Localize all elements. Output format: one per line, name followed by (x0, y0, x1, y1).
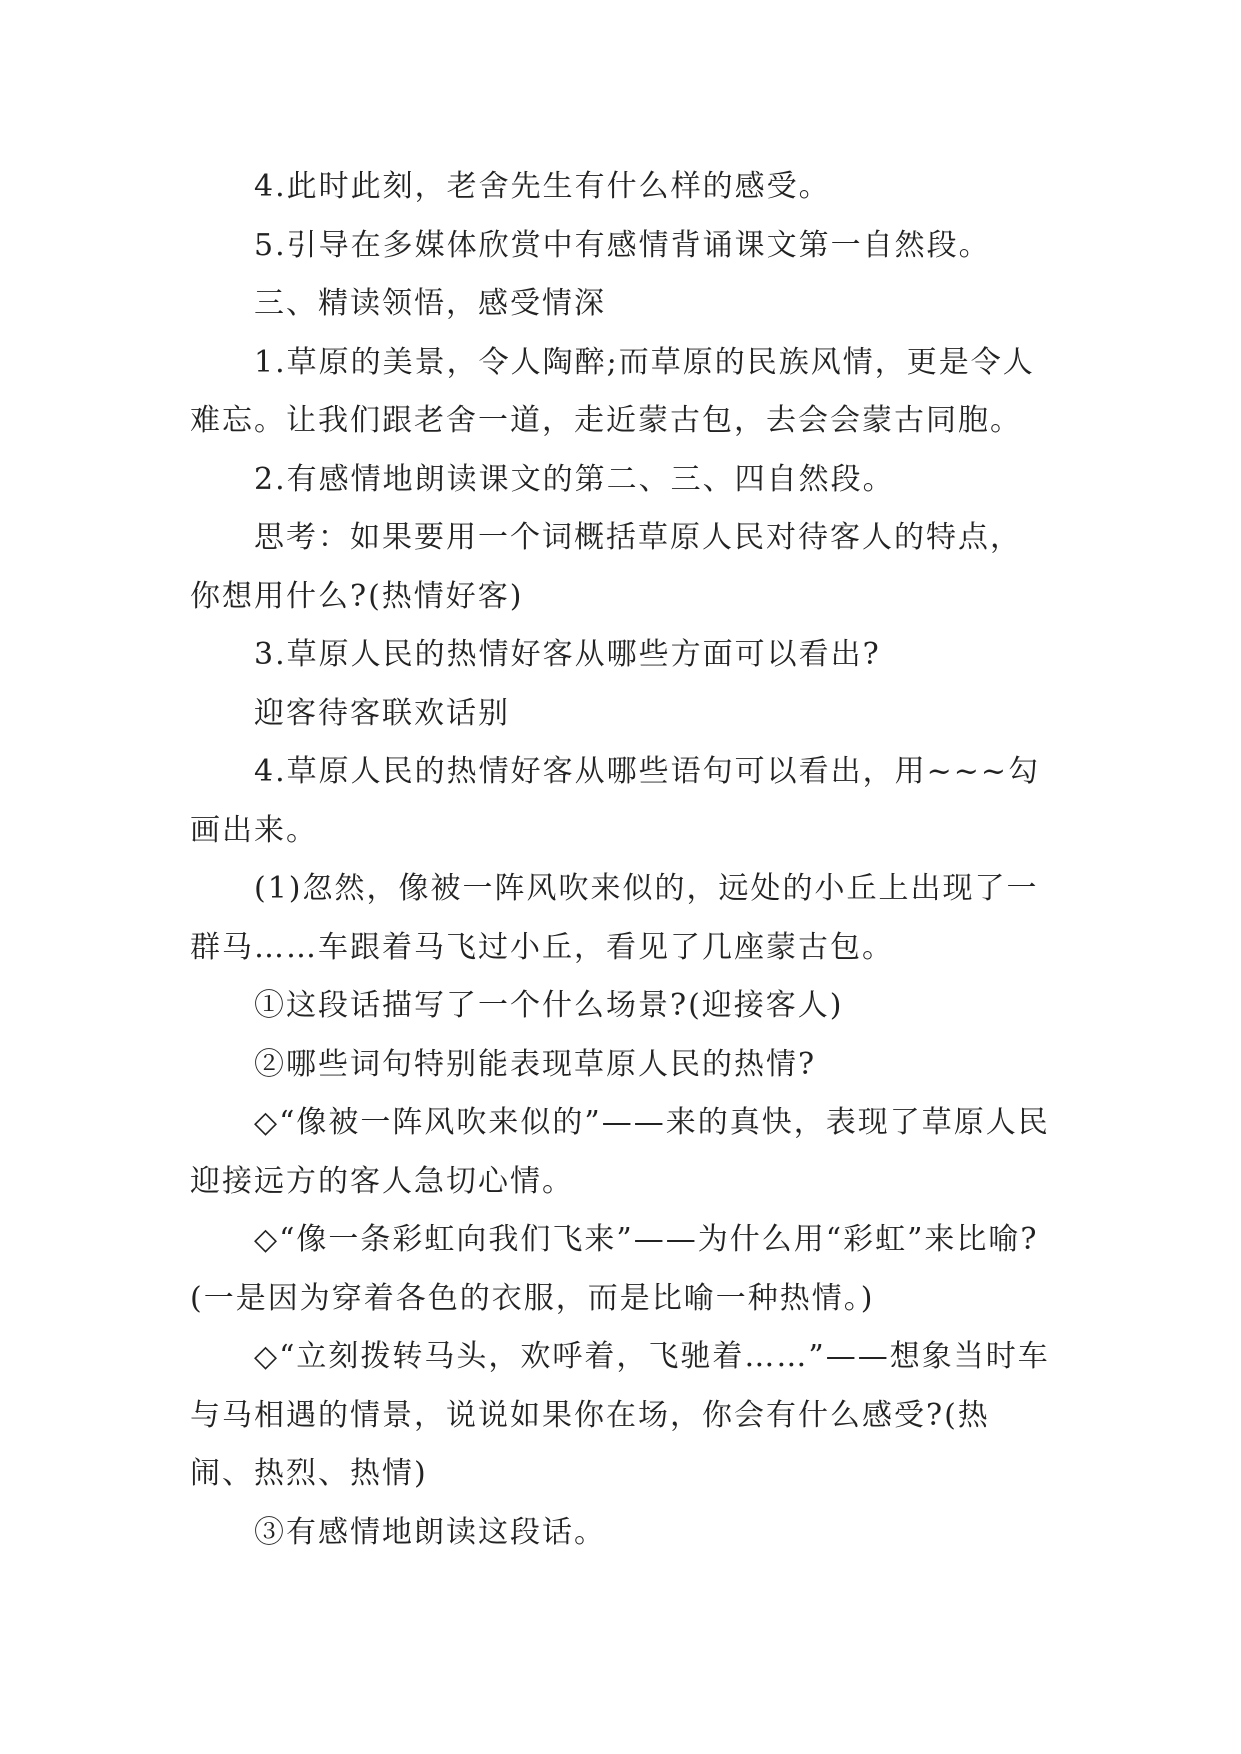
document-body (190, 158, 1050, 1562)
section-heading: 三、精读领悟，感受情深 (254, 286, 606, 321)
paragraph: ◇“像一条彩虹向我们飞来”——为什么用“彩虹”来比喻?(一是因为穿着各色的衣服，而是比喻一种热情。) (190, 1222, 1039, 1316)
paragraph: 4.草原人民的热情好客从哪些语句可以看出，用~~~勾画出来。 (190, 754, 1041, 848)
paragraph: ◇“像被一阵风吹来似的”——来的真快，表现了草原人民迎接远方的客人急切心情。 (190, 1105, 1050, 1199)
paragraph: 思考：如果要用一个词概括草原人民对待客人的特点，你想用什么?(热情好客) (190, 520, 1022, 614)
paragraph: 1.草原的美景，令人陶醉;而草原的民族风情，更是令人难忘。让我们跟老舍一道，走近蒙古包，去会会蒙古同胞。 (190, 344, 1035, 438)
paragraph: ③有感情地朗读这段话。 (254, 1514, 606, 1550)
paragraph: 5.引导在多媒体欣赏中有感情背诵课文第一自然段。 (254, 227, 991, 263)
paragraph: (1)忽然，像被一阵风吹来似的，远处的小丘上出现了一群马……车跟着马飞过小丘，看见了几座蒙古包。 (190, 871, 1039, 965)
paragraph: ②哪些词句特别能表现草原人民的热情? (254, 1046, 817, 1082)
paragraph: 4.此时此刻，老舍先生有什么样的感受。 (254, 169, 831, 204)
paragraph: 迎客待客联欢话别 (254, 695, 510, 731)
paragraph: ①这段话描写了一个什么场景?(迎接客人) (254, 988, 844, 1023)
paragraph: ◇“立刻拨转马头，欢呼着，飞驰着……”——想象当时车与马相遇的情景，说说如果你在场，你会有什么感受?(热闹、热烈、热情) (190, 1339, 1050, 1491)
paragraph: 3.草原人民的热情好客从哪些方面可以看出? (254, 637, 881, 672)
paragraph: 2.有感情地朗读课文的第二、三、四自然段。 (254, 461, 895, 497)
